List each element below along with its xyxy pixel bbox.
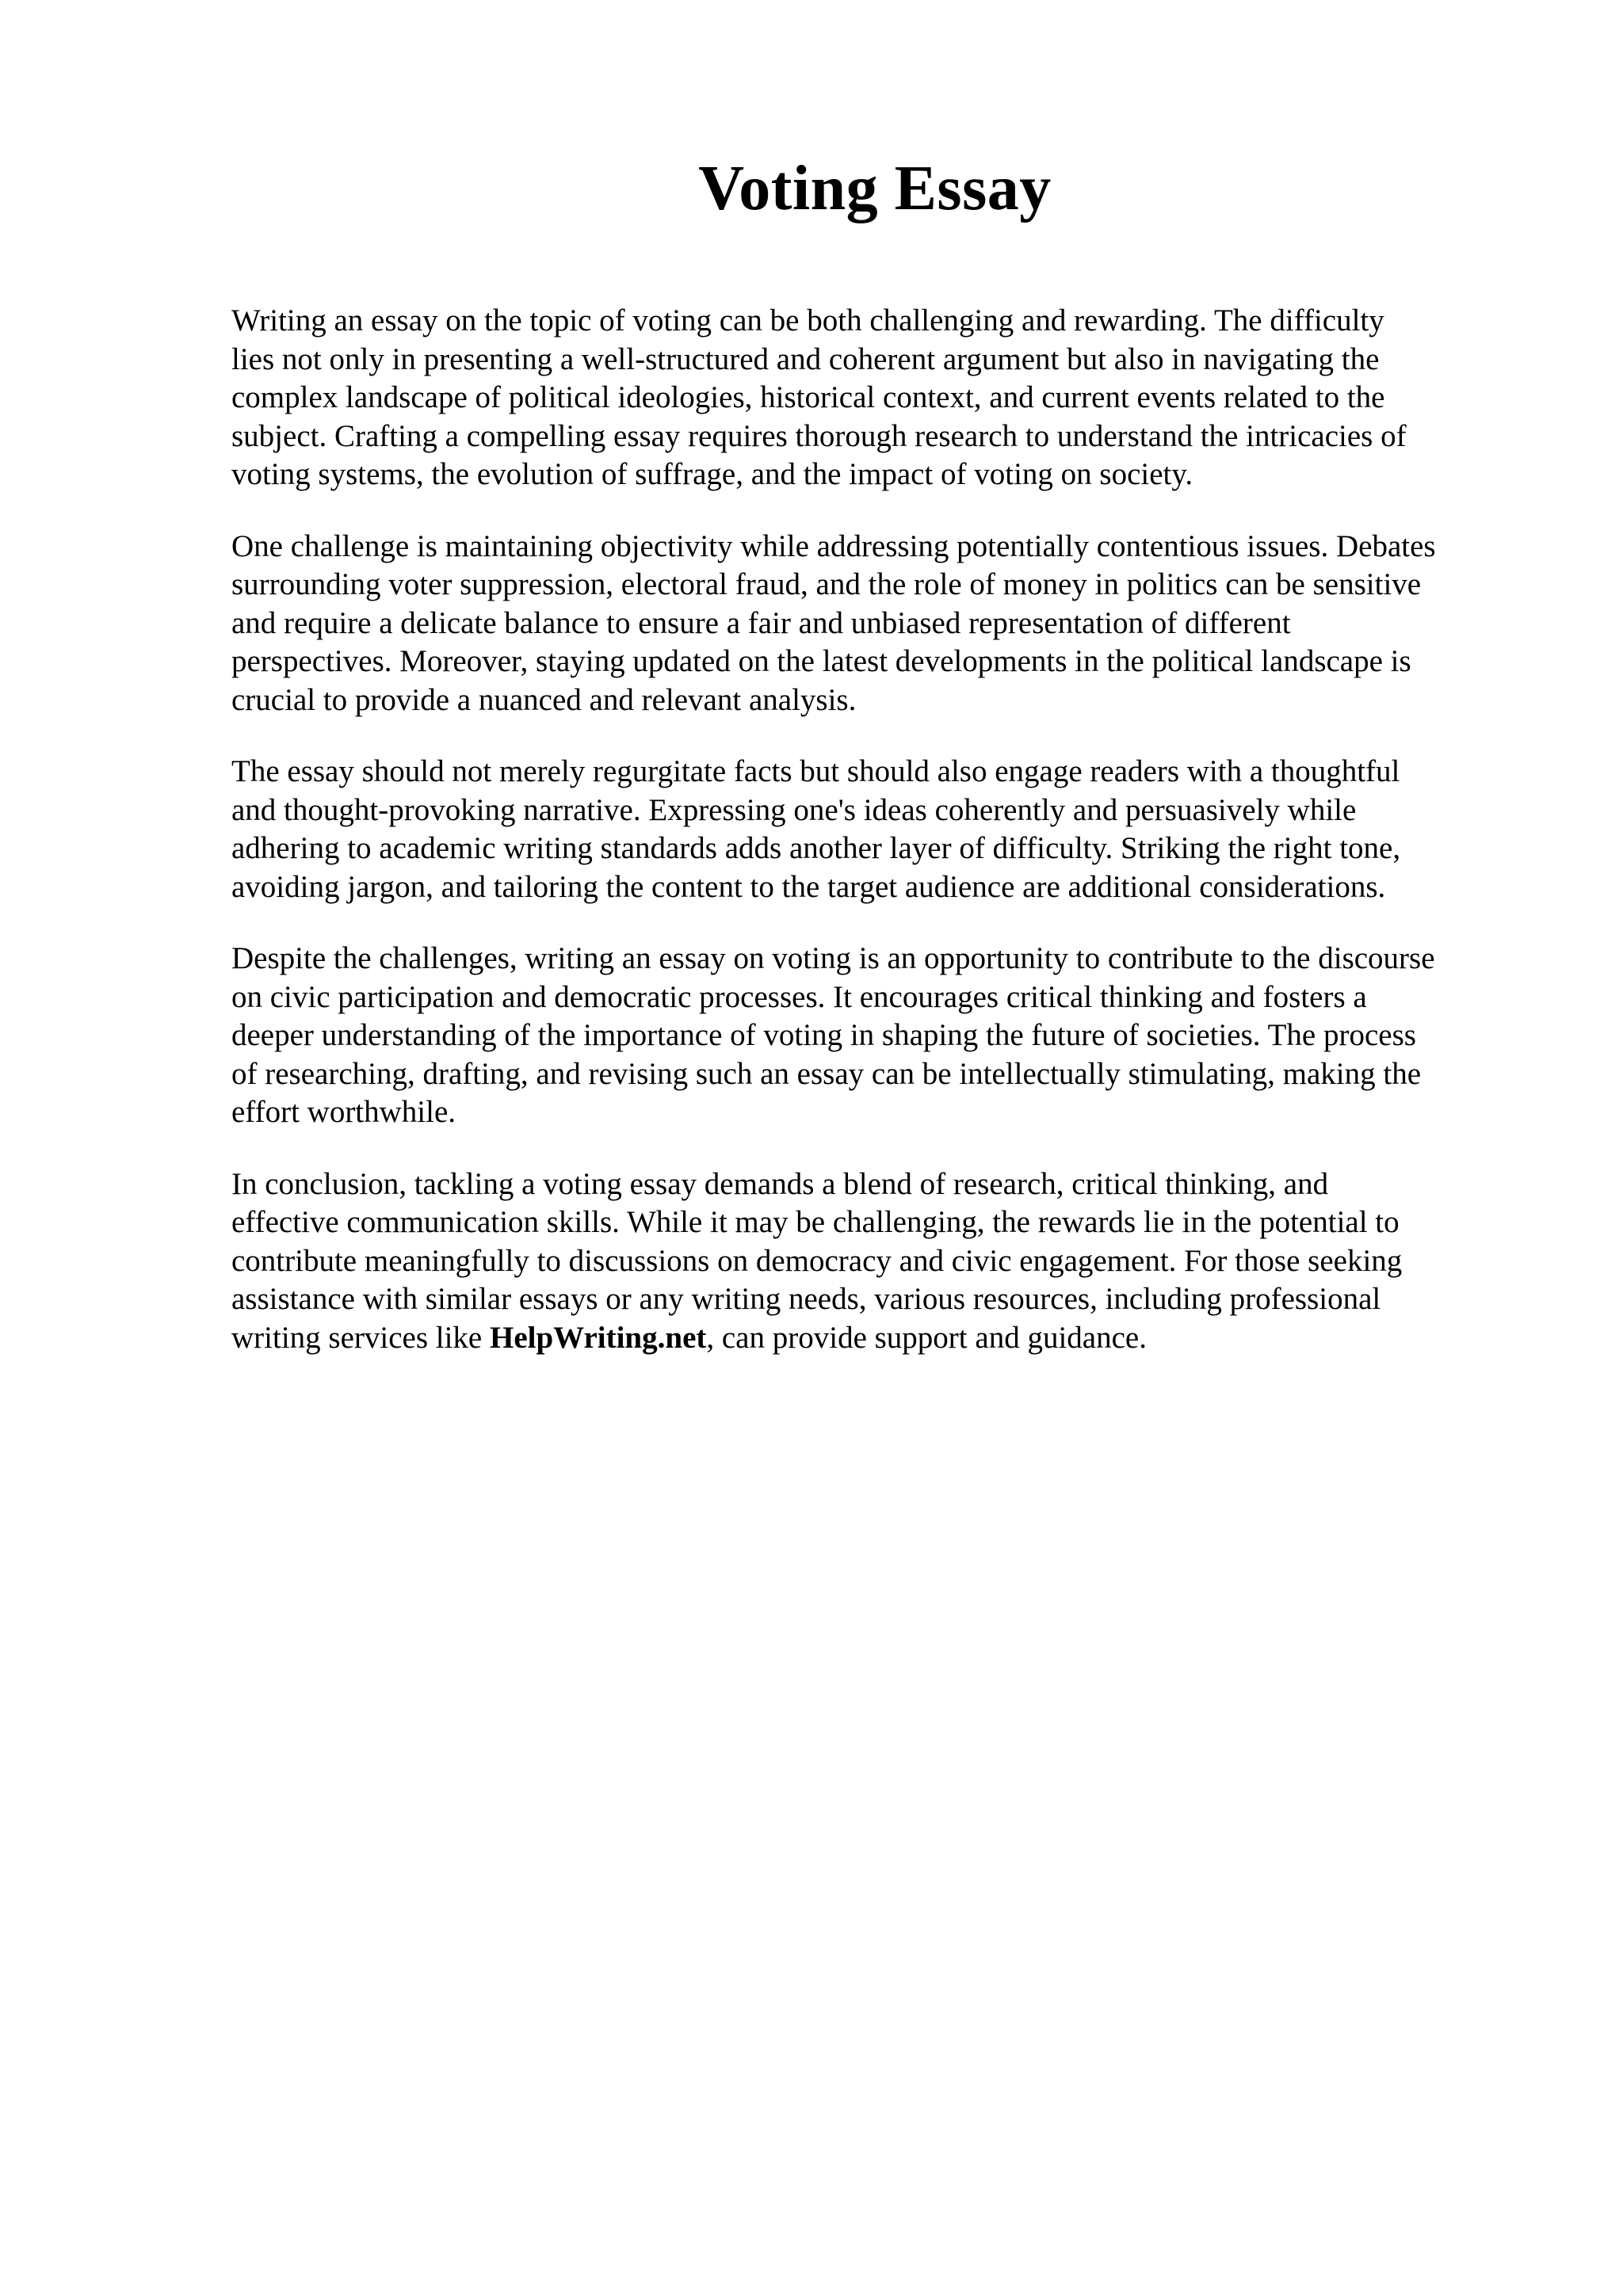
text-line-final xyxy=(231,1319,1531,1358)
paragraph-2 xyxy=(231,528,1531,720)
text-line: The essay should not merely regurgitate facts but should also engage readers with a thoughtful xyxy=(231,754,1400,788)
paragraph-3 xyxy=(231,753,1531,906)
text-line: adhering to academic writing standards adds another layer of difficulty. Striking the right tone, xyxy=(231,831,1401,865)
text-line: Writing an essay on the topic of voting can be both challenging and rewarding. The difficulty xyxy=(231,303,1384,338)
helpwriting-link[interactable]: HelpWriting.net xyxy=(490,1320,707,1355)
text-line: assistance with similar essays or any writing needs, various resources, including professional xyxy=(231,1282,1381,1316)
text-line: deeper understanding of the importance of voting in shaping the future of societies. The process xyxy=(231,1018,1416,1052)
text-line: lies not only in presenting a well-structured and coherent argument but also in navigating the xyxy=(231,341,1380,376)
document-title: Voting Essay xyxy=(698,154,1052,223)
text-line: and require a delicate balance to ensure a fair and unbiased representation of different xyxy=(231,605,1291,640)
paragraph-1 xyxy=(231,302,1531,494)
text-line: and thought-provoking narrative. Expressing one's ideas coherently and persuasively while xyxy=(231,792,1357,827)
text-line: Despite the challenges, writing an essay on voting is an opportunity to contribute to the discourse xyxy=(231,941,1435,975)
text-line: on civic participation and democratic processes. It encourages critical thinking and fosters a xyxy=(231,979,1367,1014)
text-after-link: , can provide support and guidance. xyxy=(706,1320,1147,1355)
text-line: contribute meaningfully to discussions on democracy and civic engagement. For those seeking xyxy=(231,1243,1403,1278)
paragraph-5 xyxy=(231,1165,1531,1358)
text-line: perspectives. Moreover, staying updated on the latest developments in the political landscape is xyxy=(231,644,1411,678)
text-line: crucial to provide a nuanced and relevant analysis. xyxy=(231,682,857,717)
text-line: of researching, drafting, and revising such an essay can be intellectually stimulating, making the xyxy=(231,1056,1422,1091)
document-body xyxy=(231,302,1531,1390)
text-line: avoiding jargon, and tailoring the content to the target audience are additional considerations. xyxy=(231,869,1386,904)
text-before-link: writing services like xyxy=(231,1320,490,1355)
text-line: voting systems, the evolution of suffrage, and the impact of voting on society. xyxy=(231,457,1193,491)
text-line: subject. Crafting a compelling essay requires thorough research to understand the intricacies of xyxy=(231,418,1407,453)
paragraph-4 xyxy=(231,940,1531,1132)
text-line: In conclusion, tackling a voting essay demands a blend of research, critical thinking, and xyxy=(231,1166,1329,1201)
text-line: effective communication skills. While it may be challenging, the rewards lie in the potential to xyxy=(231,1205,1400,1239)
text-line: One challenge is maintaining objectivity while addressing potentially contentious issues. Debates xyxy=(231,528,1436,563)
text-line: complex landscape of political ideologies, historical context, and current events related to the xyxy=(231,380,1385,414)
text-line: effort worthwhile. xyxy=(231,1095,456,1129)
text-line: surrounding voter suppression, electoral fraud, and the role of money in politics can be sensitive xyxy=(231,567,1422,601)
